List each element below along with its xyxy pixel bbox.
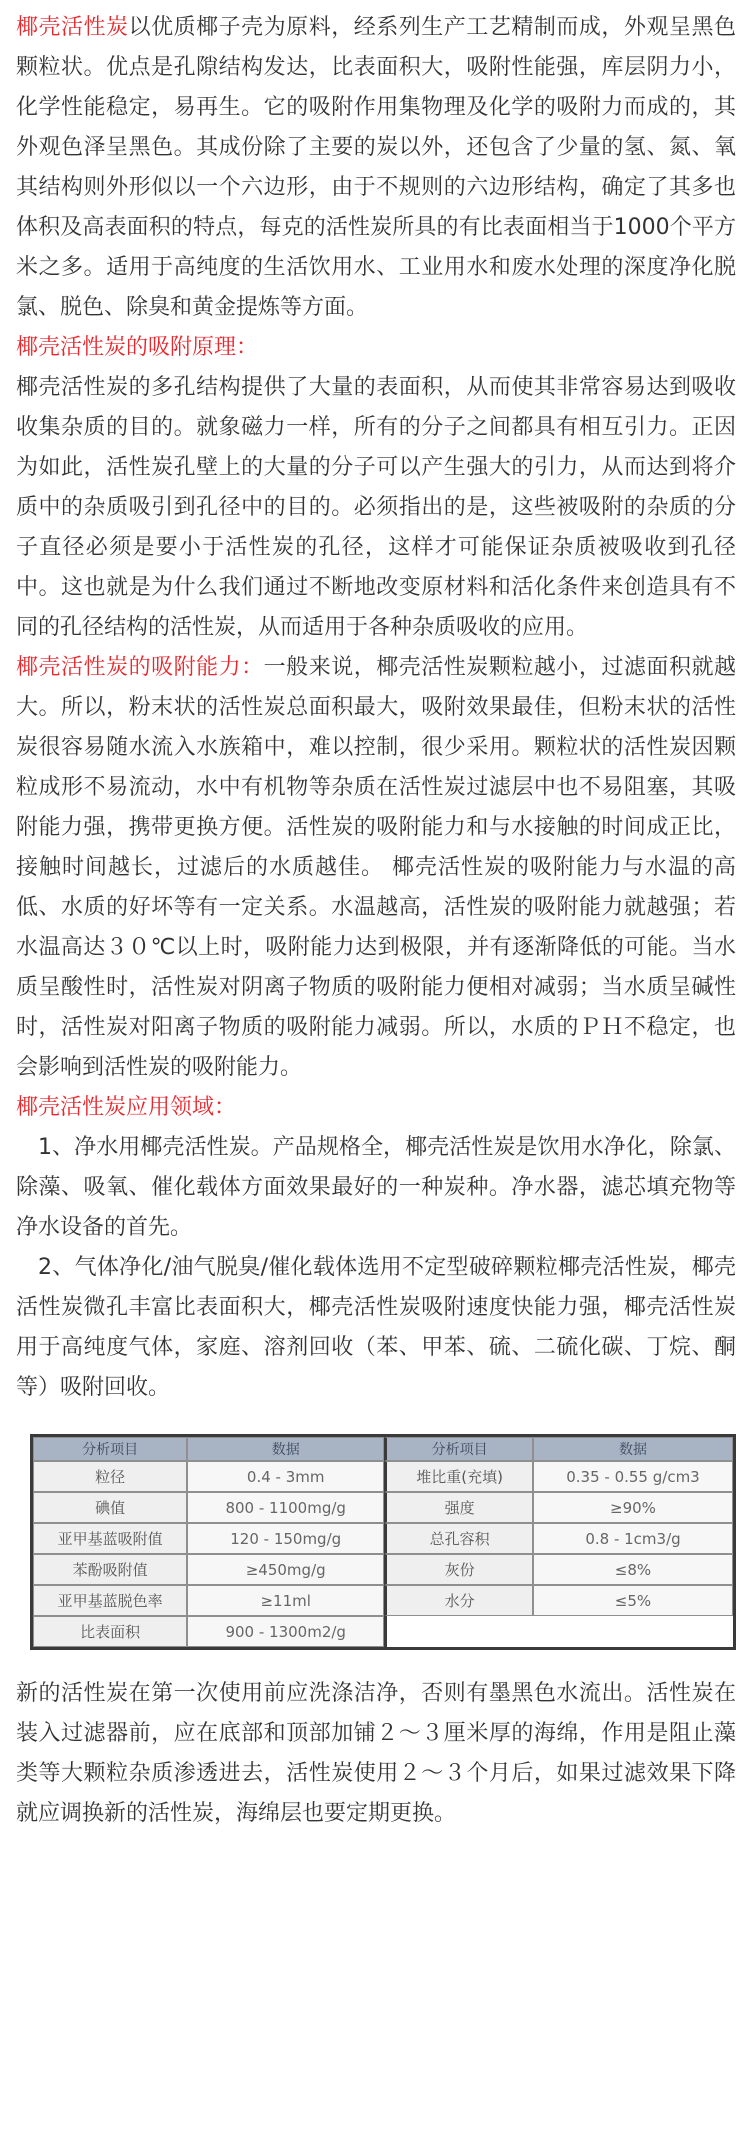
table-cell-value: ≥90% bbox=[533, 1492, 733, 1523]
intro-lead: 椰壳活性炭 bbox=[16, 15, 129, 40]
table-row bbox=[33, 1616, 733, 1647]
header-cell: 数据 bbox=[533, 1437, 733, 1461]
header-cell: 分析项目 bbox=[33, 1437, 187, 1461]
usage-note: 新的活性炭在第一次使用前应洗涤洁净，否则有墨黑色水流出。活性炭在装入过滤器前，应在底部和顶部加铺２～３厘米厚的海绵，作用是阻止藻类等大颗粒杂质渗透进去，活性炭使用２～３个月后，如果过滤效果下降就应调换新的活性炭，海绵层也要定期更换。 bbox=[16, 1681, 736, 1826]
article bbox=[0, 8, 750, 1834]
table-cell-label: 总孔容积 bbox=[384, 1523, 533, 1554]
table-cell-label: 亚甲基蓝脱色率 bbox=[33, 1585, 187, 1616]
table-row bbox=[33, 1523, 733, 1554]
table-cell-value: ≥450mg/g bbox=[187, 1554, 384, 1585]
table-cell-value: ≤5% bbox=[533, 1585, 733, 1616]
table-cell-label: 强度 bbox=[384, 1492, 533, 1523]
table-cell-label: 碘值 bbox=[33, 1492, 187, 1523]
table-cell-label: 堆比重(充填) bbox=[384, 1461, 533, 1492]
capacity-text: 一般来说，椰壳活性炭颗粒越小，过滤面积就越大。所以，粉末状的活性炭总面积最大，吸附效果最佳，但粉末状的活性炭很容易随水流入水族箱中，难以控制，很少采用。颗粒状的活性炭因颗粒成形不易流动，水中有机物等杂质在活性炭过滤层中也不易阻塞，其吸附能力强，携带更换方便。活性炭的吸附能力和与水接触的时间成正比，接触时间越长，过滤后的水质越佳。 椰壳活性炭的吸附能力与水温的高低、水质的好坏等有一定关系。水温越高，活性炭的吸附能力就越强；若水温高达３０℃以上时，吸附能力达到极限，并有逐渐降低的可能。当水质呈酸性时，活性炭对阴离子物质的吸附能力便相对减弱；当水质呈碱性时，活性炭对阳离子物质的吸附能力减弱。所以，水质的ＰＨ不稳定，也会影响到活性炭的吸附能力。 bbox=[16, 655, 736, 1080]
header-cell: 分析项目 bbox=[384, 1437, 533, 1461]
capacity-heading: 椰壳活性炭的吸附能力： bbox=[16, 655, 264, 680]
table-row bbox=[33, 1585, 733, 1616]
intro-text: 以优质椰子壳为原料，经系列生产工艺精制而成，外观呈黑色颗粒状。优点是孔隙结构发达，比表面积大，吸附性能强，库层阴力小，化学性能稳定，易再生。它的吸附作用集物理及化学的吸附力而成的，其外观色泽呈黑色。其成份除了主要的炭以外，还包含了少量的氢、氮、氧其结构则外形似以一个六边形，由于不规则的六边形结构，确定了其多也体积及高表面积的特点，每克的活性炭所具的有比表面相当于1000个平方米之多。适用于高纯度的生活饮用水、工业用水和废水处理的深度净化脱氯、脱色、除臭和黄金提炼等方面。 bbox=[16, 15, 736, 320]
table-cell-label: 亚甲基蓝吸附值 bbox=[33, 1523, 187, 1554]
table-cell-value: ≥11ml bbox=[187, 1585, 384, 1616]
table-cell-value: ≤8% bbox=[533, 1554, 733, 1585]
table-cell-label: 灰份 bbox=[384, 1554, 533, 1585]
spec-table-header-row bbox=[33, 1437, 733, 1461]
table-cell-value: 900 - 1300m2/g bbox=[187, 1616, 384, 1647]
table-cell-empty bbox=[384, 1616, 533, 1647]
spec-table bbox=[30, 1434, 736, 1650]
application-item-1: 1、净水用椰壳活性炭。产品规格全，椰壳活性炭是饮用水净化，除氯、除藻、吸氧、催化载体方面效果最好的一种炭种。净水器，滤芯填充物等净水设备的首先。 bbox=[16, 1135, 736, 1240]
table-cell-empty bbox=[533, 1616, 733, 1647]
table-cell-label: 苯酚吸附值 bbox=[33, 1554, 187, 1585]
table-cell-value: 0.4 - 3mm bbox=[187, 1461, 384, 1492]
capacity-paragraph bbox=[16, 648, 736, 1088]
intro-paragraph bbox=[16, 8, 736, 328]
header-cell: 数据 bbox=[187, 1437, 384, 1461]
table-cell-label: 粒径 bbox=[33, 1461, 187, 1492]
table-row bbox=[33, 1461, 733, 1492]
table-cell-value: 0.8 - 1cm3/g bbox=[533, 1523, 733, 1554]
applications-heading: 椰壳活性炭应用领域： bbox=[16, 1095, 237, 1120]
table-row bbox=[33, 1492, 733, 1523]
application-item-2: 2、气体净化/油气脱臭/催化载体选用不定型破碎颗粒椰壳活性炭，椰壳活性炭微孔丰富比表面积大，椰壳活性炭吸附速度快能力强，椰壳活性炭用于高纯度气体，家庭、溶剂回收（苯、甲苯、硫、二硫化碳、丁烷、酮等）吸附回收。 bbox=[16, 1255, 736, 1400]
table-cell-value: 800 - 1100mg/g bbox=[187, 1492, 384, 1523]
table-cell-label: 水分 bbox=[384, 1585, 533, 1616]
spec-table-wrapper bbox=[30, 1434, 736, 1650]
table-cell-value: 0.35 - 0.55 g/cm3 bbox=[533, 1461, 733, 1492]
table-cell-value: 120 - 150mg/g bbox=[187, 1523, 384, 1554]
principle-text: 椰壳活性炭的多孔结构提供了大量的表面积，从而使其非常容易达到吸收收集杂质的目的。就象磁力一样，所有的分子之间都具有相互引力。正因为如此，活性炭孔壁上的大量的分子可以产生强大的引力，从而达到将介质中的杂质吸引到孔径中的目的。必须指出的是，这些被吸附的杂质的分子直径必须是要小于活性炭的孔径，这样才可能保证杂质被吸收到孔径中。这也就是为什么我们通过不断地改变原材料和活化条件来创造具有不同的孔径结构的活性炭，从而适用于各种杂质吸收的应用。 bbox=[16, 375, 736, 640]
principle-heading: 椰壳活性炭的吸附原理： bbox=[16, 335, 259, 360]
table-cell-label: 比表面积 bbox=[33, 1616, 187, 1647]
table-row bbox=[33, 1554, 733, 1585]
